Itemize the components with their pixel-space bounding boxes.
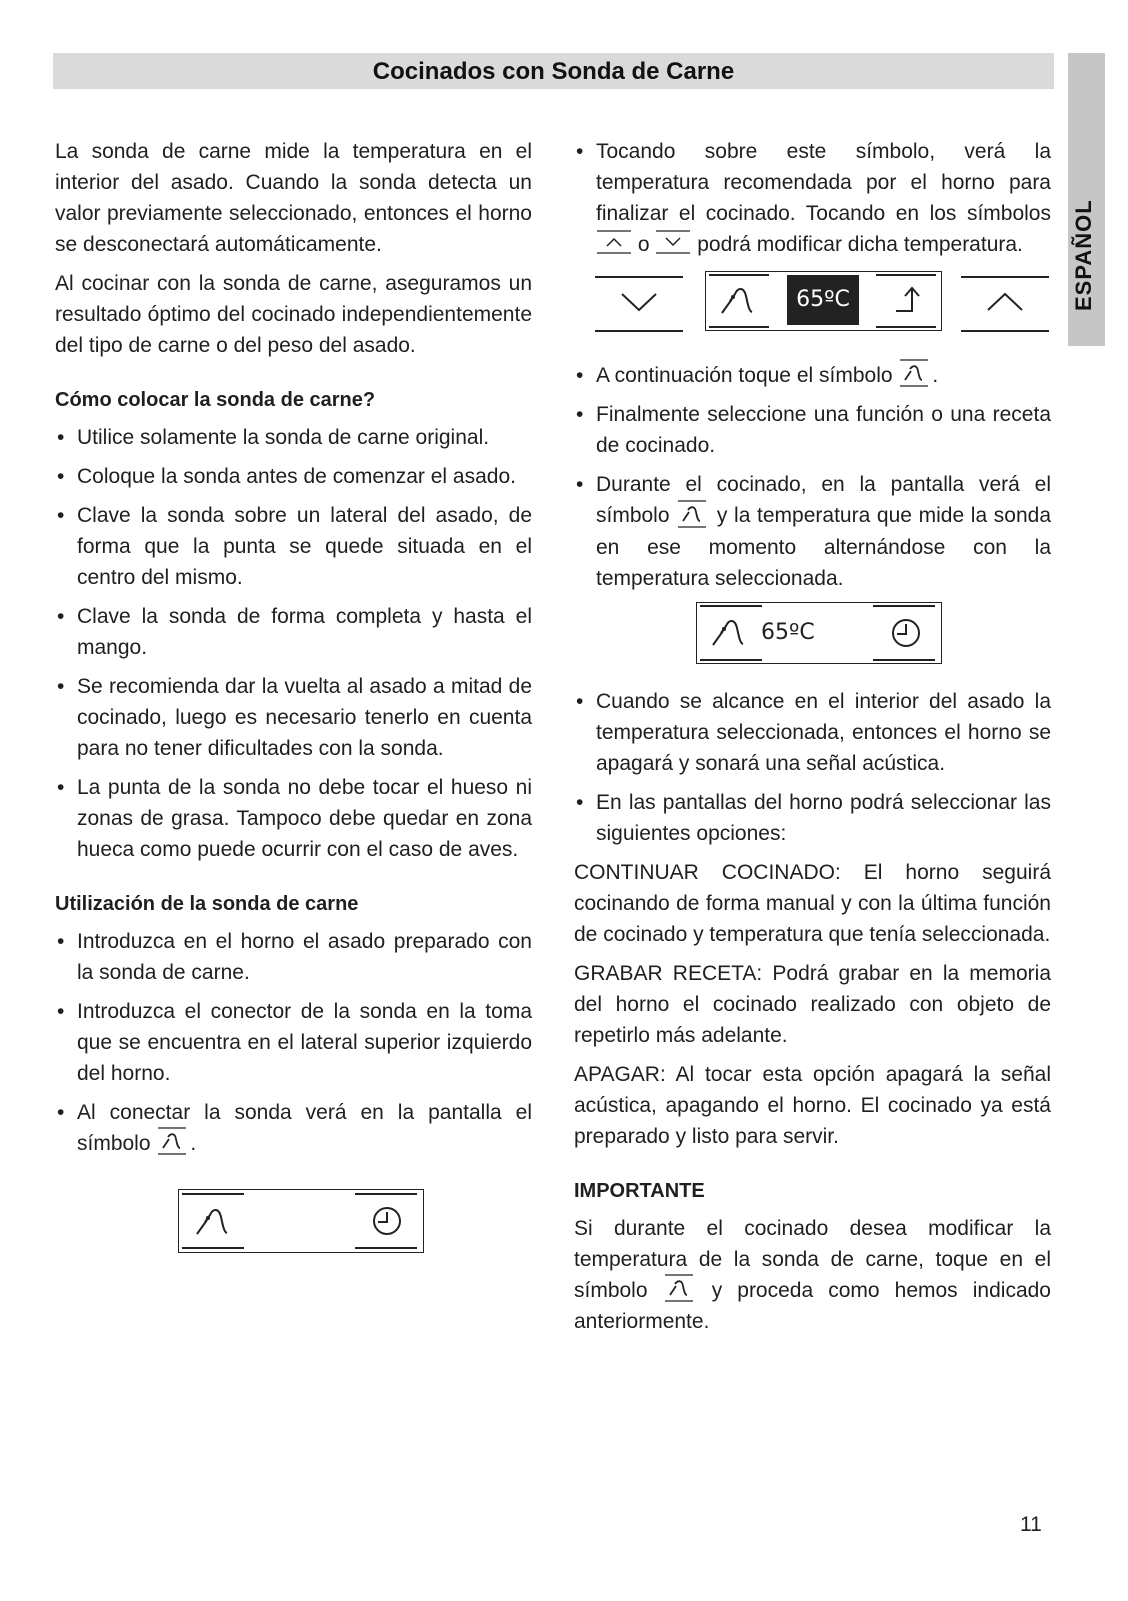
list-item-text: y la temperatura que mide la sonda en ese momento alternándose con la temperatura seleccionada. (596, 504, 1051, 590)
important-text: y proceda como hemos indicado anteriormente. (574, 1278, 1051, 1334)
meat-probe-icon (898, 358, 932, 388)
temperature-adjust-display (574, 274, 1051, 338)
list-item-text-end: . (190, 1132, 197, 1155)
benefit-paragraph: Al cocinar con la sonda de carne, aseguramos un resultado óptimo del cocinado independientemente del tipo de carne o del peso del asado. (55, 272, 532, 357)
list-item: • Introduzca el conector de la sonda en la toma que se encuentra en el lateral superior izquierdo del horno. (55, 996, 532, 1089)
arrow-down-icon (619, 286, 659, 318)
language-tab (1068, 53, 1105, 346)
list-item: • Coloque la sonda antes de comenzar el asado. (55, 461, 532, 492)
right-list-middle (574, 360, 1051, 594)
important-heading: IMPORTANTE (574, 1179, 705, 1202)
important-paragraph (574, 1213, 1051, 1337)
arrow-up-icon (596, 229, 632, 255)
list-item: • Clave la sonda de forma completa y hasta el mango. (55, 601, 532, 663)
usage-list (55, 926, 532, 1159)
list-item (574, 469, 1051, 593)
list-item-text: o (637, 233, 650, 256)
temperature-value: 65ºC (761, 619, 815, 645)
meat-probe-icon (663, 1273, 697, 1303)
list-item: • Introduzca en el horno el asado preparado con la sonda de carne. (55, 926, 532, 988)
confirm-arrow-icon (892, 283, 928, 317)
temperature-value: 65ºC (787, 275, 859, 325)
list-item (55, 1097, 532, 1159)
meat-probe-icon (718, 281, 762, 319)
language-label: ESPAÑOL (1071, 199, 1096, 311)
list-item: • Utilice solamente la sonda de carne original. (55, 422, 532, 453)
probe-connected-display (178, 1189, 424, 1253)
important-text: Si durante el cocinado desea modificar la temperatura de la sonda de carne, toque en el símbolo (574, 1216, 1051, 1302)
arrow-up-icon (985, 286, 1025, 318)
left-column (55, 136, 532, 1253)
list-item (574, 360, 1051, 391)
meat-probe-icon (709, 613, 753, 651)
meat-probe-icon (193, 1202, 237, 1240)
option-grabar: GRABAR RECETA: Podrá grabar en la memoria del horno el cocinado realizado con objeto de repetirlo más adelante. (574, 961, 1051, 1047)
list-item: • La punta de la sonda no debe tocar el hueso ni zonas de grasa. Tampoco debe quedar en zona hueca como puede ocurrir con el caso de aves. (55, 772, 532, 865)
list-item: • Cuando se alcance en el interior del asado la temperatura seleccionada, entonces el horno se apagará y sonará una señal acústica. (574, 686, 1051, 779)
list-item-text-end: . (932, 364, 939, 387)
list-item: • Finalmente seleccione una función o una receta de cocinado. (574, 399, 1051, 461)
option-continuar: CONTINUAR COCINADO: El horno seguirá cocinando de forma manual y con la última función de cocinado y temperatura que tenía seleccionada. (574, 860, 1051, 946)
list-item: • Se recomienda dar la vuelta al asado a mitad de cocinado, luego es necesario tenerlo en cuenta para no tener dificultades con la sonda. (55, 671, 532, 764)
cooking-probe-display (696, 602, 942, 664)
list-item-text: A continuación toque el símbolo (596, 364, 893, 387)
list-item: • En las pantallas del horno podrá seleccionar las siguientes opciones: (574, 787, 1051, 849)
list-item: • Clave la sonda sobre un lateral del asado, de forma que la punta se quede situada en el centro del mismo. (55, 500, 532, 593)
list-item (574, 136, 1051, 260)
section-heading-placement: Cómo colocar la sonda de carne? (55, 389, 376, 411)
timer-icon (370, 1204, 404, 1238)
timer-icon (889, 616, 923, 650)
list-item-text: Durante el cocinado, en la pantalla verá el símbolo (596, 473, 1051, 528)
list-item-text: podrá modificar dicha temperatura. (697, 233, 1023, 256)
arrow-down-icon (655, 229, 691, 255)
intro-paragraph: La sonda de carne mide la temperatura en el interior del asado. Cuando la sonda detecta un valor previamente seleccionado, entonces el horno se desconectará automáticamente. (55, 140, 532, 256)
right-list-bottom (574, 686, 1051, 849)
list-item-text: Al conectar la sonda verá en la pantalla el símbolo (77, 1101, 532, 1155)
placement-list (55, 422, 532, 865)
option-apagar: APAGAR: Al tocar esta opción apagará la señal acústica, apagando el horno. El cocinado ya está preparado y listo para servir. (574, 1062, 1051, 1148)
page-number: 11 (1020, 1513, 1042, 1536)
page-title: Cocinados con Sonda de Carne (53, 53, 1054, 89)
meat-probe-icon (156, 1126, 190, 1156)
right-list-top (574, 136, 1051, 260)
list-item-text: Tocando sobre este símbolo, verá la temperatura recomendada por el horno para finalizar el cocinado. Tocando en los símbolos (596, 140, 1051, 225)
meat-probe-icon (676, 499, 710, 529)
right-column (574, 136, 1051, 1345)
section-heading-usage: Utilización de la sonda de carne (55, 893, 359, 915)
